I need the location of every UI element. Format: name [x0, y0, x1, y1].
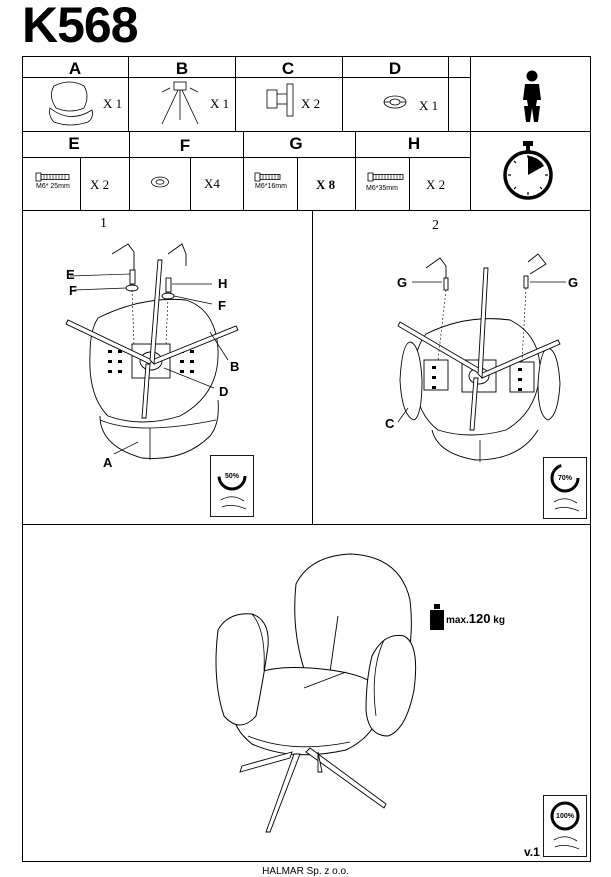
- part-qty-c: X 2: [301, 96, 321, 111]
- divider: [409, 157, 410, 210]
- model-title: K568: [22, 0, 138, 53]
- callout-h: H: [218, 276, 228, 291]
- footer-company: HALMAR Sp. z o.o.: [262, 866, 349, 877]
- part-label-h: H: [407, 134, 421, 153]
- part-qty-a: X 1: [103, 96, 123, 111]
- step2-drawing: [380, 240, 580, 470]
- max-load-unit: kg: [493, 615, 505, 626]
- divider: [22, 210, 591, 211]
- progress-label: 50%: [224, 473, 239, 480]
- part-label-b: B: [175, 59, 189, 78]
- callout-f: F: [69, 283, 77, 298]
- person-icon: [519, 70, 545, 124]
- divider: [470, 56, 471, 210]
- part-spec-g: M6*16mm: [255, 183, 287, 190]
- progress-label: 100%: [556, 813, 574, 820]
- bolt-icon: [368, 172, 406, 182]
- part-spec-e: M6* 25mm: [36, 183, 70, 190]
- divider: [243, 131, 244, 210]
- callout-e: E: [66, 267, 75, 282]
- divider: [190, 157, 191, 210]
- part-qty-g: X 8: [316, 177, 336, 192]
- bolt-icon: [36, 172, 72, 182]
- callout-d: D: [219, 384, 229, 399]
- divider: [22, 131, 591, 132]
- part-label-c: C: [281, 59, 295, 78]
- part-label-e: E: [68, 134, 80, 153]
- callout-g: G: [397, 275, 408, 290]
- callout-a: A: [103, 455, 113, 470]
- progress-label: 70%: [557, 475, 572, 482]
- divider: [80, 157, 81, 210]
- base-legs-icon: [158, 80, 202, 128]
- divider: [355, 131, 356, 210]
- divider: [448, 56, 449, 131]
- part-qty-e: X 2: [90, 177, 110, 192]
- part-qty-b: X 1: [210, 96, 230, 111]
- divider: [342, 56, 343, 131]
- divider: [128, 56, 129, 131]
- weight-icon: [430, 604, 444, 630]
- callout-c: C: [385, 416, 395, 431]
- progress-box: [210, 455, 254, 517]
- divider: [129, 131, 130, 210]
- divider: [22, 524, 591, 525]
- part-label-f: F: [179, 136, 191, 155]
- callout-b: B: [230, 359, 240, 374]
- part-qty-d: X 1: [419, 98, 439, 113]
- seat-icon: [44, 80, 100, 126]
- part-qty-f: X4: [204, 176, 220, 191]
- armrest-bracket-icon: [263, 82, 299, 122]
- callout-f: F: [218, 298, 226, 313]
- max-load-prefix: max.: [446, 615, 469, 626]
- step-number-2: 2: [432, 218, 439, 233]
- step1-drawing: [60, 240, 260, 470]
- chair-drawing: [200, 540, 440, 840]
- washer-icon: [150, 176, 170, 188]
- divider: [22, 157, 470, 158]
- part-spec-h: M6*35mm: [366, 185, 398, 192]
- divider: [312, 210, 313, 524]
- max-load-label: [446, 611, 505, 626]
- step-number-1: 1: [100, 216, 107, 231]
- max-load-value: 120: [468, 611, 491, 626]
- version-label: v.1: [524, 845, 540, 859]
- progress-box: [543, 457, 587, 519]
- part-label-a: A: [68, 59, 82, 78]
- swivel-plate-icon: [382, 94, 408, 110]
- stopwatch-icon: [502, 140, 554, 200]
- divider: [235, 56, 236, 131]
- callout-g: G: [568, 275, 579, 290]
- progress-box: [543, 795, 587, 857]
- bolt-icon: [255, 172, 283, 182]
- part-label-d: D: [388, 59, 402, 78]
- part-qty-h: X 2: [426, 177, 446, 192]
- divider: [297, 157, 298, 210]
- part-label-g: G: [289, 134, 303, 153]
